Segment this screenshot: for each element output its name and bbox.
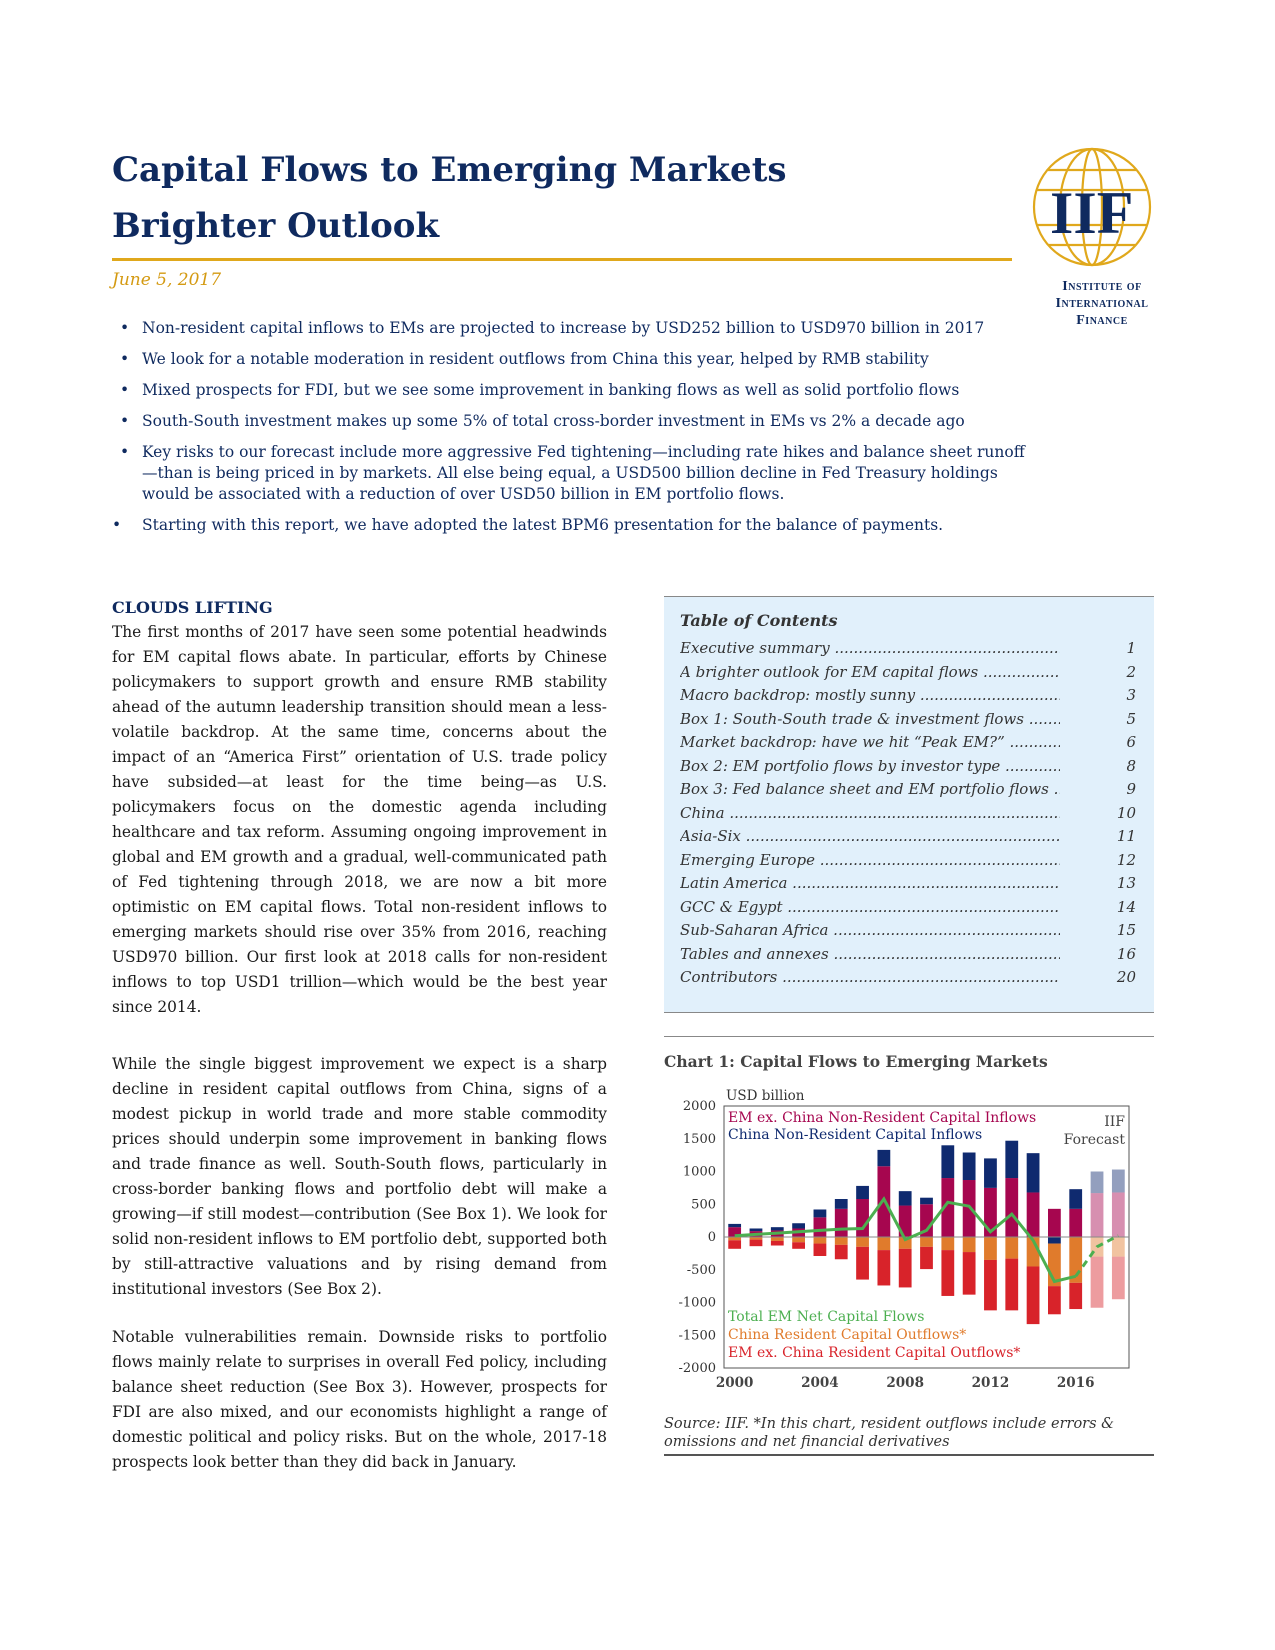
toc-entry-label: Executive summary ..... bbox=[680, 639, 1060, 657]
toc-entry-label: Box 1: South-South trade & investment flows ..... bbox=[680, 710, 1060, 728]
y-tick-label: 2000 bbox=[682, 1099, 716, 1114]
toc-entry-page: 11 bbox=[1096, 827, 1136, 845]
toc-entry-label: China ..... bbox=[680, 804, 1060, 822]
forecast-annotation: Forecast bbox=[1063, 1132, 1125, 1148]
toc-entry[interactable] bbox=[680, 733, 1136, 757]
logo-wordmark: IIF bbox=[1050, 180, 1134, 246]
forecast-annotation: IIF bbox=[1104, 1114, 1125, 1130]
toc-entry-label: Sub-Saharan Africa ..... bbox=[680, 921, 1060, 939]
toc-entry-page: 20 bbox=[1096, 968, 1136, 986]
bar-segment bbox=[963, 1252, 976, 1295]
toc-entry[interactable] bbox=[680, 851, 1136, 875]
toc-entry-page: 16 bbox=[1096, 945, 1136, 963]
toc-entry-page: 12 bbox=[1096, 851, 1136, 869]
bar-segment bbox=[771, 1237, 784, 1241]
toc-entry[interactable] bbox=[680, 757, 1136, 781]
y-tick-label: 500 bbox=[691, 1197, 716, 1213]
bar-segment bbox=[1048, 1237, 1061, 1244]
legend-label: EM ex. China Resident Capital Outflows* bbox=[728, 1345, 1021, 1361]
bar-segment bbox=[856, 1247, 869, 1280]
x-tick-label: 2016 bbox=[1056, 1375, 1095, 1391]
toc-entry-label: Box 3: Fed balance sheet and EM portfolio flows ..... bbox=[680, 780, 1060, 798]
y-tick-label: 0 bbox=[707, 1230, 716, 1245]
title-rule bbox=[112, 258, 1012, 261]
toc-entry[interactable] bbox=[680, 968, 1136, 992]
bar-segment bbox=[835, 1237, 848, 1245]
bar-segment bbox=[1069, 1189, 1082, 1209]
toc-entry[interactable] bbox=[680, 780, 1136, 804]
toc-entry[interactable] bbox=[680, 710, 1136, 734]
title-line-1: Capital Flows to Emerging Markets bbox=[112, 150, 787, 190]
key-points-list bbox=[112, 318, 1027, 546]
bar-segment bbox=[814, 1244, 827, 1256]
toc-entry-label: Latin America ..... bbox=[680, 874, 1060, 892]
key-point: • We look for a notable moderation in resident outflows from China this year, helped by RMB stability bbox=[112, 349, 1027, 370]
toc-entry-page: 9 bbox=[1096, 780, 1136, 798]
y-tick-label: 1000 bbox=[682, 1164, 716, 1180]
bar-segment bbox=[941, 1145, 954, 1178]
toc-entry-page: 10 bbox=[1096, 804, 1136, 822]
toc-title: Table of Contents bbox=[680, 611, 838, 630]
bar-segment bbox=[963, 1237, 976, 1252]
toc-entry-page: 1 bbox=[1096, 639, 1136, 657]
bar-segment bbox=[835, 1245, 848, 1259]
bar-segment bbox=[941, 1250, 954, 1296]
toc-entry-page: 6 bbox=[1096, 733, 1136, 751]
bar-segment bbox=[1005, 1141, 1018, 1178]
bar-segment bbox=[814, 1237, 827, 1244]
bar-segment bbox=[1091, 1193, 1104, 1237]
key-point: • Mixed prospects for FDI, but we see some improvement in banking flows as well as solid portfolio flows bbox=[112, 380, 1027, 401]
bar-segment bbox=[1091, 1257, 1104, 1308]
body-paragraph-1: The first months of 2017 have seen some potential headwinds for EM capital flows abate. In particular, efforts by Chinese policymakers to support growth and ensure RMB stability ahead of the autumn leadership transition should mean a less-volatile backdrop. At the same time, concerns about the impact of an “America First” orientation of U.S. trade policy have subsided—at least for the time being—as U.S. policymakers focus on the domestic agenda including healthcare and tax reform. Assuming ongoing improvement in global and EM growth and a gradual, well-communicated path of Fed tightening through 2018, we are now a bit more optimistic on EM capital flows. Total non-resident inflows to emerging markets should rise over 35% from 2016, reaching USD970 billion. Our first look at 2018 calls for non-resident inflows to top USD1 trillion—which would be the best year since 2014. bbox=[112, 623, 607, 1016]
bar-segment bbox=[984, 1237, 997, 1260]
toc-entry-page: 5 bbox=[1096, 710, 1136, 728]
bar-segment bbox=[792, 1223, 805, 1228]
toc-entry-label: Asia-Six ..... bbox=[680, 827, 1060, 845]
key-point: • Starting with this report, we have adopted the latest BPM6 presentation for the balance of payments. bbox=[112, 515, 1027, 536]
toc-entry[interactable] bbox=[680, 663, 1136, 687]
bar-segment bbox=[792, 1242, 805, 1249]
toc-entry-label: Box 2: EM portfolio flows by investor type ..... bbox=[680, 757, 1060, 775]
report-date: June 5, 2017 bbox=[112, 270, 222, 290]
bar-segment bbox=[1112, 1237, 1125, 1257]
bar-segment bbox=[984, 1260, 997, 1310]
bar-segment bbox=[792, 1237, 805, 1242]
x-tick-label: 2000 bbox=[715, 1375, 754, 1391]
y-tick-label: 1500 bbox=[682, 1131, 716, 1147]
key-point: • Key risks to our forecast include more aggressive Fed tightening—including rate hikes and balance sheet runoff—than is being priced in by markets. All else being equal, a USD500 billion decline in Fed Treasury holdings would be associated with a reduction of over USD50 billion in EM portfolio flows. bbox=[112, 442, 1027, 505]
legend-label: China Resident Capital Outflows* bbox=[728, 1327, 967, 1343]
key-point: • South-South investment makes up some 5% of total cross-border investment in EMs vs 2% a decade ago bbox=[112, 411, 1027, 432]
toc-entry-label: A brighter outlook for EM capital flows ..... bbox=[680, 663, 1060, 681]
toc-entry[interactable] bbox=[680, 639, 1136, 663]
bar-segment bbox=[877, 1150, 890, 1166]
bar-segment bbox=[920, 1198, 933, 1205]
bar-segment bbox=[856, 1237, 869, 1247]
toc-entry[interactable] bbox=[680, 921, 1136, 945]
x-tick-label: 2008 bbox=[886, 1375, 924, 1391]
capital-flows-chart bbox=[664, 1088, 1154, 1413]
legend-label: EM ex. China Non-Resident Capital Inflows bbox=[728, 1110, 1037, 1126]
bar-segment bbox=[814, 1209, 827, 1217]
bar-segment bbox=[771, 1241, 784, 1246]
toc-entry[interactable] bbox=[680, 898, 1136, 922]
logo-caption-line-3: Finance bbox=[1076, 313, 1128, 328]
bar-segment bbox=[750, 1240, 763, 1247]
toc-entry-page: 14 bbox=[1096, 898, 1136, 916]
y-axis-label: USD billion bbox=[726, 1088, 805, 1104]
bar-segment bbox=[1027, 1266, 1040, 1324]
logo-caption-line-2: International bbox=[1055, 296, 1149, 311]
logo-caption-line-1: Institute of bbox=[1062, 279, 1142, 294]
toc-entry[interactable] bbox=[680, 827, 1136, 851]
x-tick-label: 2012 bbox=[971, 1375, 1010, 1391]
toc-entry[interactable] bbox=[680, 945, 1136, 969]
chart-top-rule bbox=[664, 1036, 1154, 1037]
chart-bottom-rule bbox=[664, 1454, 1154, 1456]
bar-segment bbox=[984, 1158, 997, 1187]
bar-segment bbox=[899, 1191, 912, 1205]
toc-entry-label: Market backdrop: have we hit “Peak EM?” ..... bbox=[680, 733, 1060, 751]
y-tick-label: -2000 bbox=[678, 1361, 716, 1376]
toc-entry-label: Contributors ..... bbox=[680, 968, 1060, 986]
bar-segment bbox=[941, 1237, 954, 1250]
bar-segment bbox=[1048, 1286, 1061, 1314]
toc-entry-label: GCC & Egypt ..... bbox=[680, 898, 1060, 916]
section-heading: CLOUDS LIFTING bbox=[112, 598, 273, 617]
y-tick-label: -1500 bbox=[678, 1328, 716, 1344]
toc-entry-page: 2 bbox=[1096, 663, 1136, 681]
bar-segment bbox=[1048, 1209, 1061, 1237]
toc-entry[interactable] bbox=[680, 686, 1136, 710]
chart-title: Chart 1: Capital Flows to Emerging Markets bbox=[664, 1052, 1048, 1071]
table-of-contents bbox=[664, 596, 1154, 1013]
y-tick-label: -500 bbox=[686, 1262, 716, 1278]
x-tick-label: 2004 bbox=[801, 1375, 839, 1391]
iif-logo bbox=[1030, 145, 1170, 280]
toc-entry-page: 3 bbox=[1096, 686, 1136, 704]
bar-segment bbox=[856, 1199, 869, 1237]
toc-entry-page: 15 bbox=[1096, 921, 1136, 939]
bar-segment bbox=[1069, 1209, 1082, 1237]
bar-segment bbox=[1005, 1178, 1018, 1237]
y-tick-label: -1000 bbox=[678, 1295, 716, 1311]
bar-segment bbox=[728, 1240, 741, 1249]
legend-label: China Non-Resident Capital Inflows bbox=[728, 1127, 983, 1143]
legend-label: Total EM Net Capital Flows bbox=[728, 1309, 925, 1325]
bar-segment bbox=[835, 1199, 848, 1209]
bar-segment bbox=[1027, 1153, 1040, 1192]
bar-segment bbox=[1027, 1192, 1040, 1237]
toc-entry[interactable] bbox=[680, 874, 1136, 898]
bar-segment bbox=[728, 1224, 741, 1227]
body-paragraph-2: While the single biggest improvement we expect is a sharp decline in resident capital outflows from China, signs of a modest pickup in world trade and more stable commodity prices should underpin some improvement in banking flows and trade finance as well. South-South flows, particularly in cross-border banking flows and portfolio debt will make a growing—if still modest—contribution (See Box 1). We look for solid non-resident inflows to EM portfolio debt, supported both by still-attractive valuations and by rising demand from institutional investors (See Box 2). bbox=[112, 1055, 607, 1298]
body-paragraph-3: Notable vulnerabilities remain. Downside risks to portfolio flows mainly relate to surprises in overall Fed policy, including balance sheet reduction (See Box 3). However, prospects for FDI are also mixed, and our economists highlight a range of domestic political and policy risks. But on the whole, 2017-18 prospects look better than they did back in January. bbox=[112, 1328, 607, 1471]
bar-segment bbox=[877, 1237, 890, 1250]
toc-entry[interactable] bbox=[680, 804, 1136, 828]
bar-segment bbox=[1112, 1170, 1125, 1193]
bar-segment bbox=[750, 1228, 763, 1231]
bar-segment bbox=[899, 1249, 912, 1288]
toc-entry-label: Tables and annexes ..... bbox=[680, 945, 1060, 963]
bar-segment bbox=[1091, 1172, 1104, 1194]
bar-segment bbox=[1112, 1257, 1125, 1300]
bar-segment bbox=[856, 1186, 869, 1199]
bar-segment bbox=[920, 1247, 933, 1269]
bar-segment bbox=[963, 1153, 976, 1181]
report-title bbox=[112, 142, 1012, 254]
toc-entry-page: 8 bbox=[1096, 757, 1136, 775]
bar-segment bbox=[835, 1209, 848, 1237]
toc-entry-label: Emerging Europe ..... bbox=[680, 851, 1060, 869]
bar-segment bbox=[1112, 1192, 1125, 1237]
bar-segment bbox=[1005, 1259, 1018, 1311]
title-line-2: Brighter Outlook bbox=[112, 206, 440, 246]
chart-source-note: Source: IIF. *In this chart, resident outflows include errors & omissions and net financial derivatives bbox=[664, 1416, 1115, 1450]
key-point: • Non-resident capital inflows to EMs are projected to increase by USD252 billion to USD970 billion in 2017 bbox=[112, 318, 1027, 339]
bar-segment bbox=[1005, 1237, 1018, 1259]
bar-segment bbox=[1069, 1283, 1082, 1309]
logo-caption bbox=[1022, 278, 1182, 329]
bar-segment bbox=[920, 1237, 933, 1247]
bar-segment bbox=[771, 1227, 784, 1230]
toc-entry-page: 13 bbox=[1096, 874, 1136, 892]
bar-segment bbox=[877, 1250, 890, 1285]
bar-segment bbox=[814, 1217, 827, 1237]
toc-entry-label: Macro backdrop: mostly sunny ..... bbox=[680, 686, 1060, 704]
